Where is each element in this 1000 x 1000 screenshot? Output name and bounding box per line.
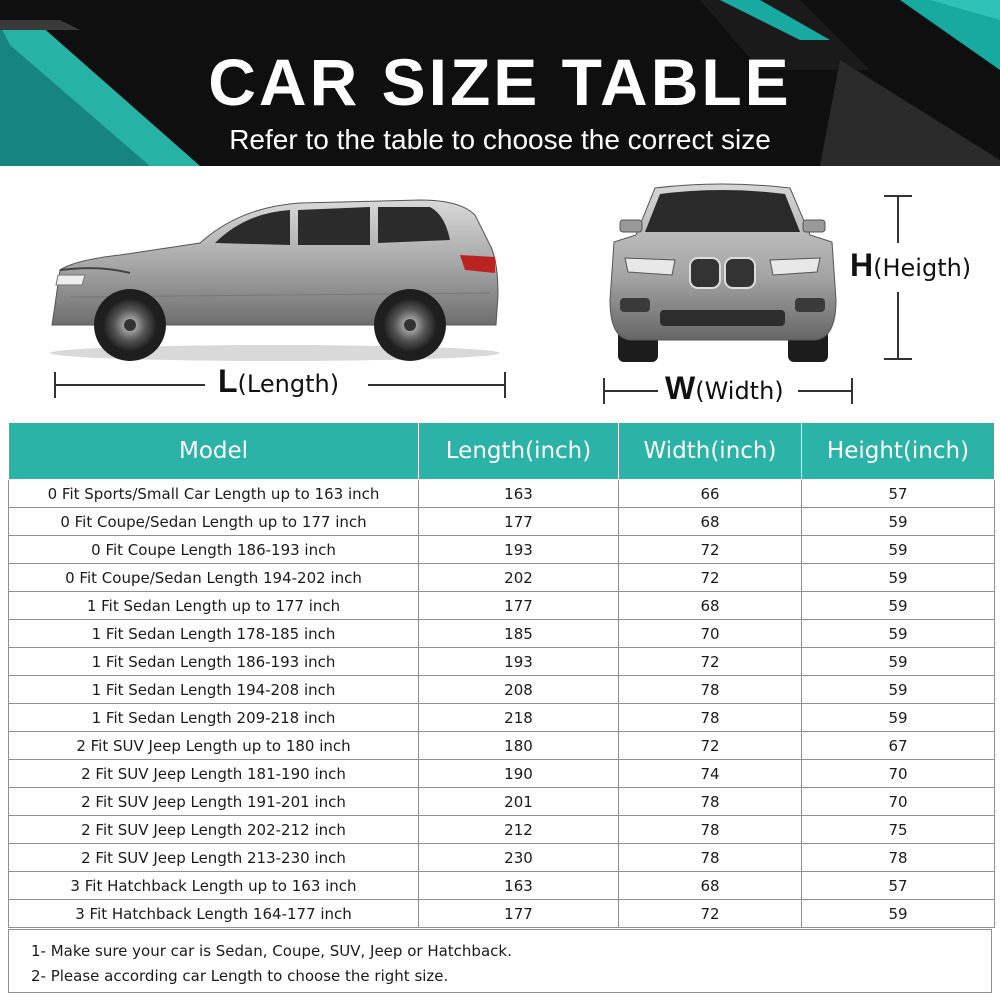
table-row [9, 592, 995, 620]
length-dimension-line-left [55, 384, 205, 386]
cell-model: 1 Fit Sedan Length 186-193 inch [9, 648, 419, 676]
cell-width: 68 [619, 592, 802, 620]
cell-height: 59 [802, 900, 995, 928]
cell-width: 78 [619, 788, 802, 816]
cell-width: 74 [619, 760, 802, 788]
cell-model: 1 Fit Sedan Length 209-218 inch [9, 704, 419, 732]
cell-length: 163 [419, 872, 619, 900]
table-row [9, 872, 995, 900]
table-row [9, 536, 995, 564]
table-row [9, 676, 995, 704]
height-dimension-line-bottom [897, 292, 899, 358]
table-row [9, 900, 995, 928]
cell-model: 1 Fit Sedan Length up to 177 inch [9, 592, 419, 620]
table-row [9, 732, 995, 760]
length-letter: L [218, 363, 238, 399]
cell-length: 193 [419, 648, 619, 676]
cell-width: 70 [619, 620, 802, 648]
cell-model: 3 Fit Hatchback Length 164-177 inch [9, 900, 419, 928]
cell-height: 78 [802, 844, 995, 872]
table-row [9, 564, 995, 592]
cell-height: 59 [802, 704, 995, 732]
width-label [665, 370, 784, 407]
height-word: (Heigth) [873, 254, 972, 282]
cell-length: 190 [419, 760, 619, 788]
cell-width: 72 [619, 536, 802, 564]
width-dimension-line-left [604, 390, 658, 392]
table-row [9, 480, 995, 508]
height-dimension-tick-bottom [884, 358, 912, 360]
cell-model: 0 Fit Coupe Length 186-193 inch [9, 536, 419, 564]
cell-width: 66 [619, 480, 802, 508]
cell-length: 185 [419, 620, 619, 648]
height-label [850, 247, 971, 284]
table-row [9, 844, 995, 872]
cell-model: 2 Fit SUV Jeep Length 181-190 inch [9, 760, 419, 788]
table-row [9, 788, 995, 816]
cell-model: 2 Fit SUV Jeep Length 191-201 inch [9, 788, 419, 816]
cell-width: 72 [619, 900, 802, 928]
cell-height: 59 [802, 592, 995, 620]
cell-height: 57 [802, 480, 995, 508]
cell-length: 177 [419, 508, 619, 536]
cell-length: 180 [419, 732, 619, 760]
cell-model: 2 Fit SUV Jeep Length 213-230 inch [9, 844, 419, 872]
table-row [9, 704, 995, 732]
cell-length: 230 [419, 844, 619, 872]
notes-box [8, 929, 992, 993]
cell-model: 1 Fit Sedan Length 194-208 inch [9, 676, 419, 704]
cell-width: 78 [619, 704, 802, 732]
table-header-row [9, 423, 995, 480]
cell-model: 3 Fit Hatchback Length up to 163 inch [9, 872, 419, 900]
front-view-car-image [600, 180, 845, 365]
cell-height: 75 [802, 816, 995, 844]
table-row [9, 760, 995, 788]
cell-length: 201 [419, 788, 619, 816]
table-row [9, 508, 995, 536]
page-subtitle: Refer to the table to choose the correct size [229, 124, 771, 155]
height-dimension-line-top [897, 195, 899, 243]
note-2: 2- Please according car Length to choose the right size. [31, 967, 449, 985]
cell-width: 72 [619, 564, 802, 592]
cell-height: 67 [802, 732, 995, 760]
cell-length: 208 [419, 676, 619, 704]
cell-height: 59 [802, 676, 995, 704]
size-table [8, 422, 995, 928]
width-dimension-tick-right [851, 378, 853, 404]
cell-height: 70 [802, 788, 995, 816]
cell-length: 218 [419, 704, 619, 732]
length-label [218, 363, 339, 400]
cell-width: 78 [619, 844, 802, 872]
table-row [9, 620, 995, 648]
width-letter: W [665, 370, 696, 406]
cell-model: 2 Fit SUV Jeep Length up to 180 inch [9, 732, 419, 760]
cell-height: 59 [802, 648, 995, 676]
cell-height: 59 [802, 620, 995, 648]
cell-model: 0 Fit Coupe/Sedan Length up to 177 inch [9, 508, 419, 536]
length-dimension-line-right [368, 384, 506, 386]
cell-height: 57 [802, 872, 995, 900]
cell-height: 59 [802, 508, 995, 536]
width-dimension-line-right [798, 390, 852, 392]
cell-length: 177 [419, 900, 619, 928]
header-height: Height(inch) [802, 423, 995, 480]
cell-model: 1 Fit Sedan Length 178-185 inch [9, 620, 419, 648]
cell-model: 0 Fit Sports/Small Car Length up to 163 inch [9, 480, 419, 508]
cell-width: 68 [619, 872, 802, 900]
cell-height: 70 [802, 760, 995, 788]
cell-width: 68 [619, 508, 802, 536]
header-width: Width(inch) [619, 423, 802, 480]
cell-length: 163 [419, 480, 619, 508]
cell-width: 78 [619, 676, 802, 704]
cell-length: 212 [419, 816, 619, 844]
header-model: Model [9, 423, 419, 480]
table-row [9, 648, 995, 676]
header-banner [0, 0, 1000, 166]
length-dimension-tick-right [504, 372, 506, 398]
table-row [9, 816, 995, 844]
cell-height: 59 [802, 564, 995, 592]
header-length: Length(inch) [419, 423, 619, 480]
cell-width: 78 [619, 816, 802, 844]
side-view-car-image [40, 185, 510, 365]
cell-model: 0 Fit Coupe/Sedan Length 194-202 inch [9, 564, 419, 592]
cell-model: 2 Fit SUV Jeep Length 202-212 inch [9, 816, 419, 844]
cell-length: 177 [419, 592, 619, 620]
height-letter: H [850, 247, 874, 283]
cell-height: 59 [802, 536, 995, 564]
width-word: (Width) [695, 377, 784, 405]
cell-length: 193 [419, 536, 619, 564]
note-1: 1- Make sure your car is Sedan, Coupe, SUV, Jeep or Hatchback. [31, 942, 512, 960]
length-word: (Length) [237, 370, 340, 398]
cell-length: 202 [419, 564, 619, 592]
page-title: CAR SIZE TABLE [208, 45, 792, 119]
cell-width: 72 [619, 732, 802, 760]
cell-width: 72 [619, 648, 802, 676]
